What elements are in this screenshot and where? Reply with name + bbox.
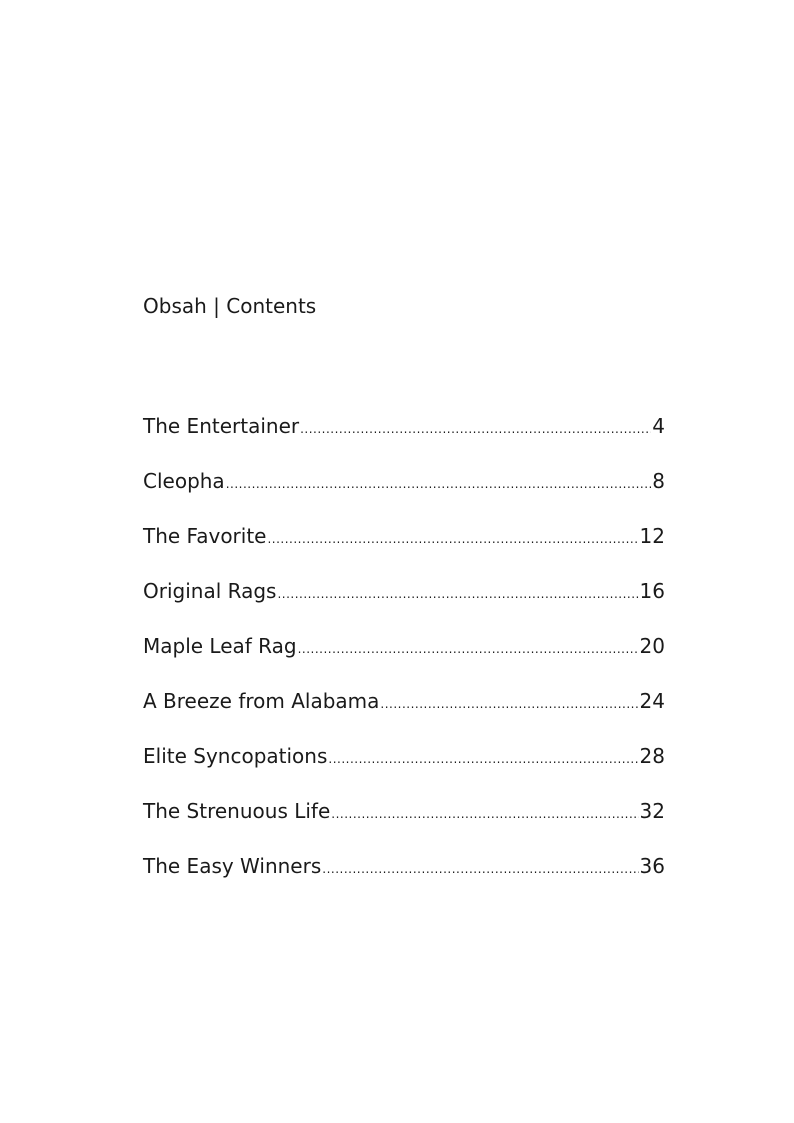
toc-entry-page: 32 bbox=[639, 799, 665, 823]
toc-dot-leader bbox=[298, 636, 639, 662]
toc-entry-page: 24 bbox=[639, 689, 665, 713]
toc-entry bbox=[143, 798, 665, 853]
toc-entry bbox=[143, 413, 665, 468]
toc-entry-title: Original Rags bbox=[143, 579, 277, 603]
toc-entry-page: 36 bbox=[639, 854, 665, 878]
toc-entry-title: Elite Syncopations bbox=[143, 744, 328, 768]
toc-entry-title: The Favorite bbox=[143, 524, 267, 548]
toc-entry bbox=[143, 853, 665, 908]
toc-entry bbox=[143, 468, 665, 523]
toc-entry-title: The Entertainer bbox=[143, 414, 300, 438]
toc-entry-page: 16 bbox=[639, 579, 665, 603]
toc-dot-leader bbox=[277, 581, 638, 607]
toc-entry-page: 8 bbox=[652, 469, 665, 493]
toc-dot-leader bbox=[331, 801, 638, 827]
toc-dot-leader bbox=[380, 691, 638, 717]
toc-entry-page: 4 bbox=[652, 414, 665, 438]
toc-dot-leader bbox=[300, 416, 651, 442]
toc-entry bbox=[143, 578, 665, 633]
toc-dot-leader bbox=[328, 746, 638, 772]
toc-entry bbox=[143, 523, 665, 578]
table-of-contents bbox=[143, 413, 665, 908]
toc-entry-page: 12 bbox=[639, 524, 665, 548]
toc-entry bbox=[143, 633, 665, 688]
toc-entry bbox=[143, 743, 665, 798]
toc-dot-leader bbox=[267, 526, 638, 552]
toc-dot-leader bbox=[226, 471, 652, 497]
toc-entry-title: A Breeze from Alabama bbox=[143, 689, 380, 713]
toc-entry bbox=[143, 688, 665, 743]
toc-entry-title: The Strenuous Life bbox=[143, 799, 331, 823]
toc-entry-title: Maple Leaf Rag bbox=[143, 634, 297, 658]
toc-entry-page: 20 bbox=[639, 634, 665, 658]
page-title: Obsah | Contents bbox=[143, 294, 317, 318]
toc-entry-page: 28 bbox=[639, 744, 665, 768]
toc-dot-leader bbox=[322, 856, 638, 882]
toc-entry-title: The Easy Winners bbox=[143, 854, 322, 878]
toc-entry-title: Cleopha bbox=[143, 469, 225, 493]
